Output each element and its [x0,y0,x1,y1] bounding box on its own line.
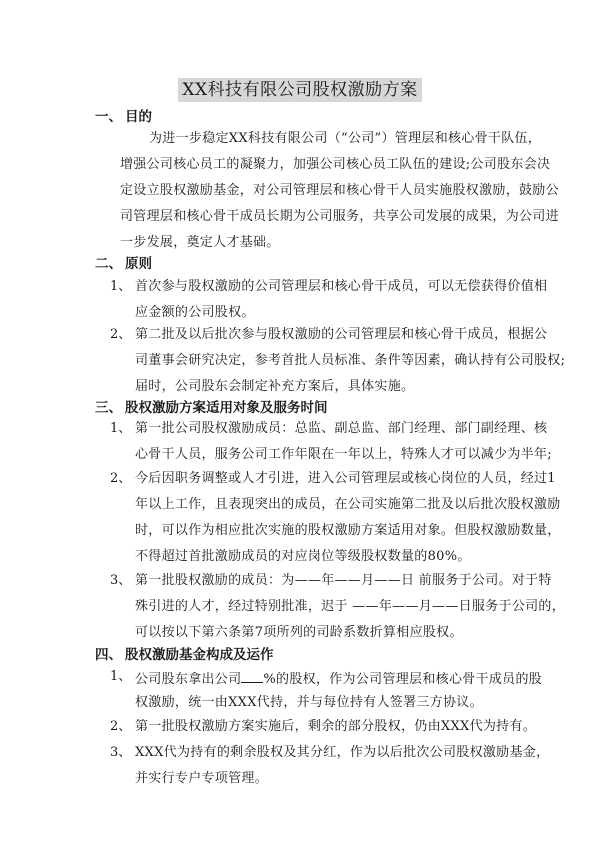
section-heading-fund [95,646,274,664]
paragraph-line: 为进一步稳定XX科技有限公司（“公司”）管理层和核心骨干队伍， [149,131,542,146]
item-line: 第一批公司股权激励成员：总监、副总监、部门经理、部门副经理、核 [135,421,548,436]
paragraph-line: 司管理层和核心骨干成员长期为公司服务，共享公司发展的成果，为公司进 [120,209,559,224]
item-line: 并实行专户专项管理。 [135,771,269,786]
item-line: 心骨干人员，服务公司工作年限在一年以上，特殊人才可以减少为半年; [135,447,552,462]
section-number: 一、 [95,109,122,125]
item-number: 1、 [110,669,132,684]
section-heading-purpose [95,108,152,126]
item-number: 1、 [110,421,132,436]
section-title: 原则 [125,256,152,272]
item-line: 司董事会研究决定，参考首批人员标准、条件等因素，确认持有公司股权; [135,353,566,368]
section-heading-principles [95,255,152,273]
item-line: 权激励，统一由XXX代持，并与每位持有人签署三方协议。 [135,695,483,710]
item-line: 第一批股权激励的成员：为——年——月——日 前服务于公司。对于特 [135,573,552,588]
item-line: 第一批股权激励方案实施后，剩余的部分股权，仍由XXX代为持有。 [135,719,537,734]
item-number: 1、 [110,279,132,294]
section-title: 股权激励方案适用对象及服务时间 [125,400,328,416]
item-text-suffix: %的股权，作为公司管理层和核心骨干成员的股 [263,672,543,687]
title-wrap [0,78,600,102]
paragraph-line: 一步发展，奠定人才基础。 [120,235,280,250]
document-title: XX科技有限公司股权激励方案 [178,78,421,102]
item-line: XXX代为持有的剩余股权及其分红，作为以后批次公司股权激励基金， [135,745,550,760]
section-number: 二、 [95,256,122,272]
item-line: 不得超过首批激励成员的对应岗位等级股权数量的80%。 [135,549,471,564]
item-line: 今后因职务调整或人才引进，进入公司管理层或核心岗位的人员，经过1 [135,471,556,486]
item-line: 可以按以下第六条第7项所列的司龄系数折算相应股权。 [135,625,463,640]
paragraph-line: 增强公司核心员工的凝聚力，加强公司核心员工队伍的建设;公司股东会决 [120,157,551,172]
item-line: 第二批及以后批次参与股权激励的公司管理层和核心骨干成员，根据公 [135,327,548,342]
item-line: 应金额的公司股权。 [135,305,255,320]
percentage-blank [241,668,263,683]
section-title: 股权激励基金构成及运作 [125,647,274,663]
section-heading-scope [95,399,328,417]
item-number: 2、 [110,471,132,486]
section-number: 四、 [95,647,122,663]
item-line: 殊引进的人才，经过特别批准，迟于 ——年——月——日服务于公司的， [135,599,566,614]
item-line: 时，可以作为相应批次实施的股权激励方案适用对象。但股权激励数量， [135,523,561,538]
item-number: 3、 [110,745,132,760]
section-number: 三、 [95,400,122,416]
item-number: 2、 [110,327,132,342]
item-number: 3、 [110,573,132,588]
item-line: 届时，公司股东会制定补充方案后，具体实施。 [135,379,415,394]
item-line: 年以上工作，且表现突出的成员，在公司实施第二批及以后批次股权激励 [135,497,561,512]
paragraph-line: 定设立股权激励基金，对公司管理层和核心骨干人员实施股权激励，鼓励公 [120,183,559,198]
item-line [135,668,542,689]
item-line: 首次参与股权激励的公司管理层和核心骨干成员，可以无偿获得价值相 [135,279,548,294]
item-number: 2、 [110,719,132,734]
section-title: 目的 [125,109,152,125]
item-text-prefix: 公司股东拿出公司 [135,672,242,687]
